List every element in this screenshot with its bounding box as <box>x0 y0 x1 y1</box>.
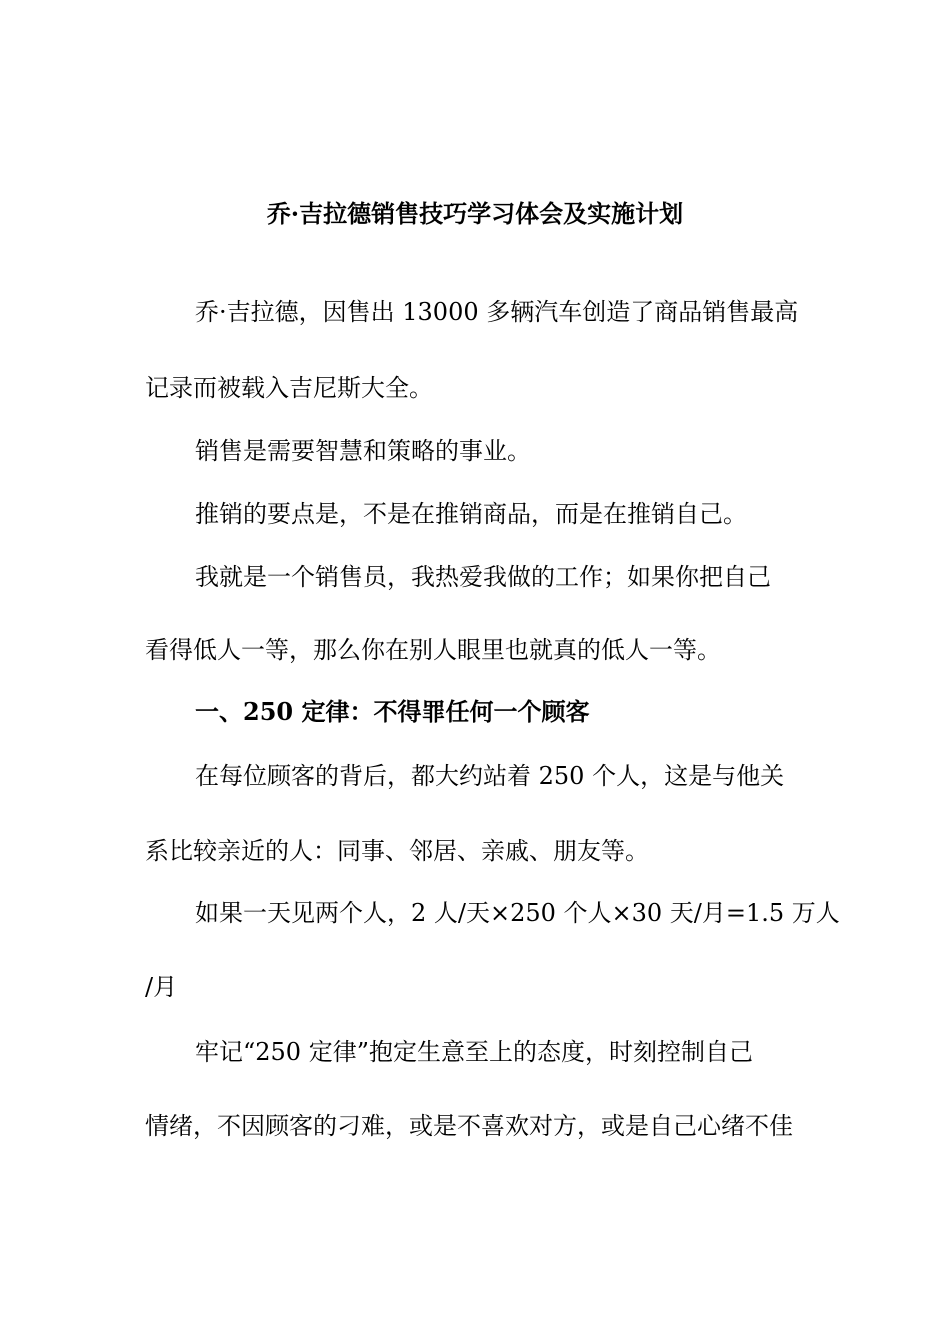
paragraph-line: 推销的要点是，不是在推销商品，而是在推销自己。 <box>195 500 747 528</box>
paragraph-line: 看得低人一等，那么你在别人眼里也就真的低人一等。 <box>145 636 721 664</box>
paragraph-line: 牢记“250 定律”抱定生意至上的态度，时刻控制自己 <box>195 1038 753 1066</box>
document-title: 乔·吉拉德销售技巧学习体会及实施计划 <box>266 199 684 228</box>
paragraph-line: 记录而被载入吉尼斯大全。 <box>145 374 433 402</box>
paragraph-line: 情绪，不因顾客的刁难，或是不喜欢对方，或是自己心绪不佳 <box>145 1112 793 1140</box>
paragraph-line: 在每位顾客的背后，都大约站着 250 个人，这是与他关 <box>195 762 785 790</box>
paragraph-line: 乔·吉拉德，因售出 13000 多辆汽车创造了商品销售最高 <box>195 298 799 326</box>
paragraph-line: 系比较亲近的人：同事、邻居、亲戚、朋友等。 <box>145 837 649 865</box>
paragraph-line: 销售是需要智慧和策略的事业。 <box>195 437 531 465</box>
section-heading: 一、250 定律：不得罪任何一个顾客 <box>195 697 590 726</box>
paragraph-line: /月 <box>145 973 178 1001</box>
paragraph-line: 如果一天见两个人，2 人/天×250 个人×30 天/月=1.5 万人 <box>195 899 840 927</box>
paragraph-line: 我就是一个销售员，我热爱我做的工作；如果你把自己 <box>195 563 771 591</box>
